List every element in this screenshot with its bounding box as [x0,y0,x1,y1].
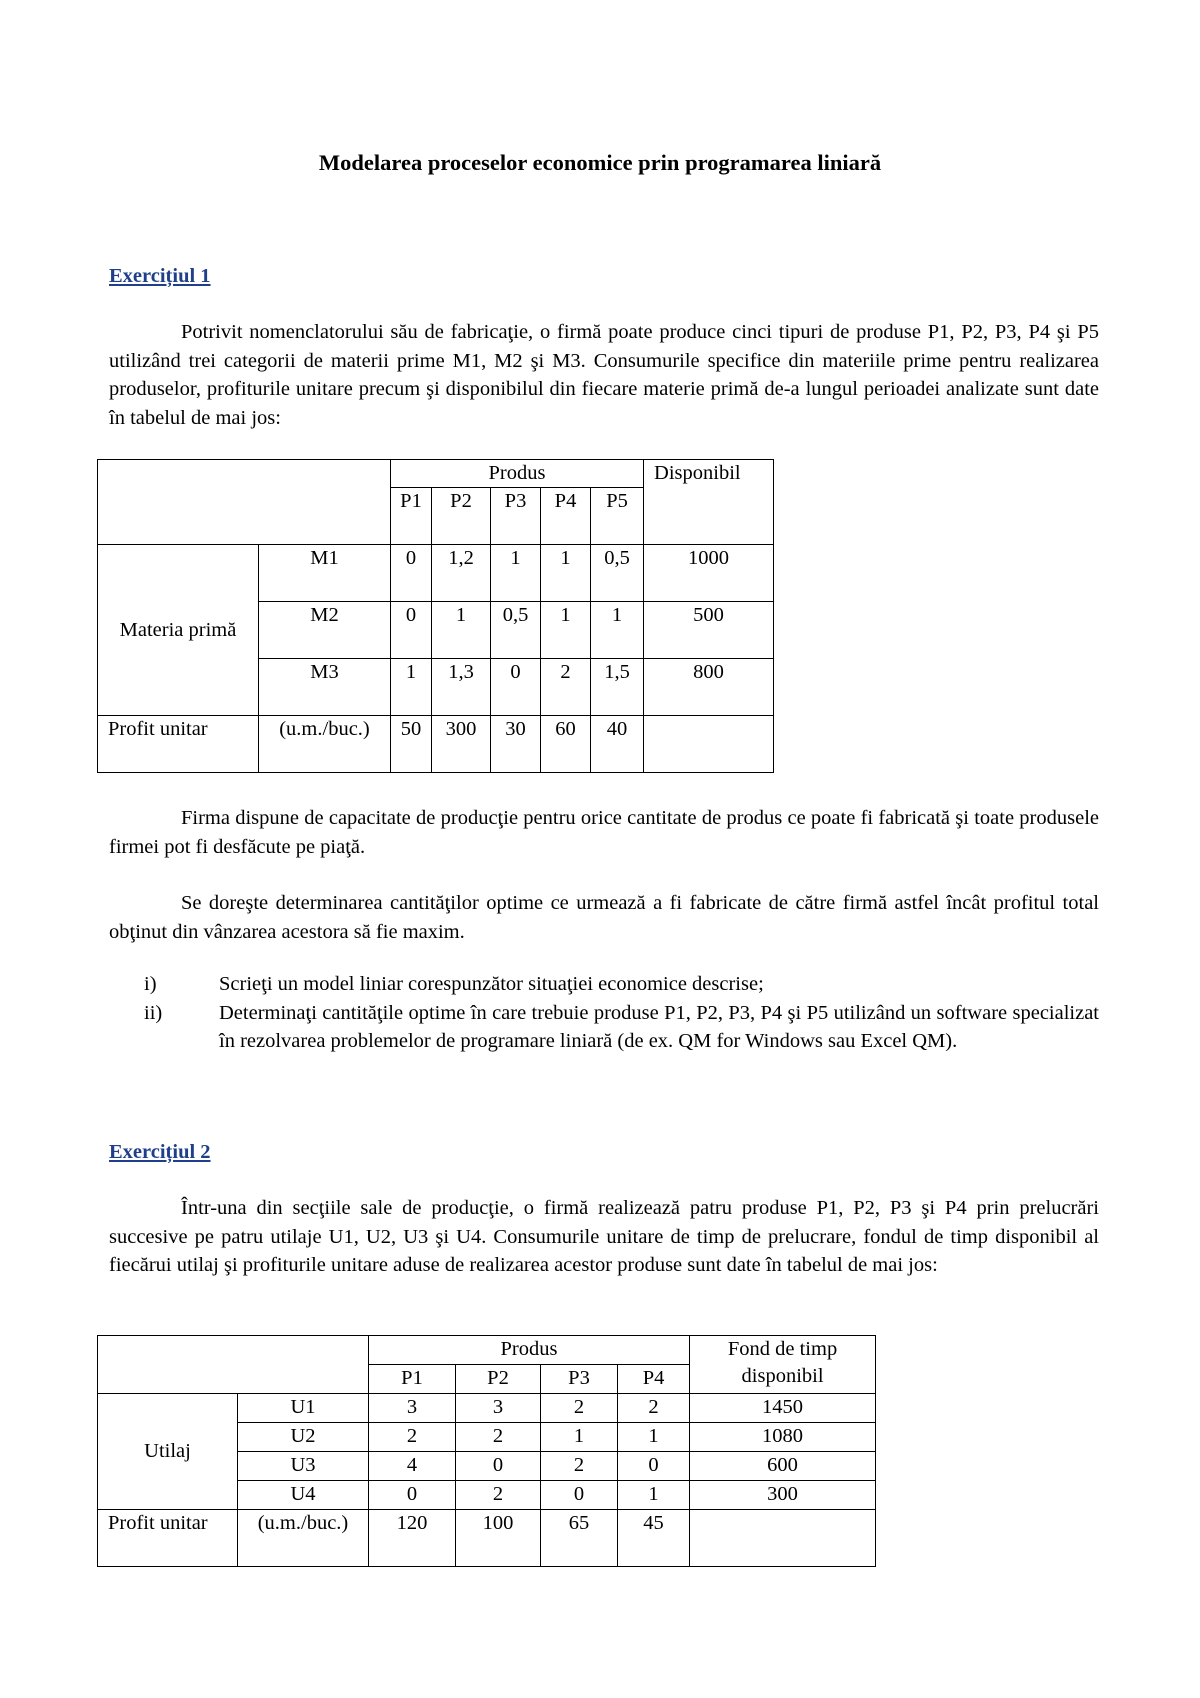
profit-label: Profit unitar [98,716,259,773]
table-cell: 1 [541,1423,618,1452]
table-cell: 0 [491,659,541,716]
product-header: Produs [391,460,644,488]
table-corner-cell [98,1336,369,1394]
table-cell: 2 [456,1481,541,1510]
profit-cell: 40 [591,716,644,773]
table-cell: 2 [369,1423,456,1452]
table-cell: 1 [391,659,432,716]
profit-cell: 100 [456,1510,541,1567]
profit-cell: 120 [369,1510,456,1567]
profit-cell: 60 [541,716,591,773]
table-cell: 0,5 [491,602,541,659]
exercise-1-paragraph-3: Se doreşte determinarea cantităţilor optime ce urmează a fi fabricate de către firmă astfel încât profitul total obţinut din vânzarea acestora să fie maxim. [109,892,1099,943]
row-label: M1 [259,545,391,602]
table-cell: 1,5 [591,659,644,716]
product-col-header: P3 [491,488,541,545]
available-cell: 300 [690,1481,876,1510]
exercise-1-heading: Exercițiul 1 [109,265,211,287]
profit-label: Profit unitar [98,1510,238,1567]
table-cell: 1 [541,545,591,602]
table-cell: 1 [618,1481,690,1510]
table-cell: 3 [369,1394,456,1423]
table-cell: 1 [491,545,541,602]
available-cell-empty [644,716,774,773]
table-cell: 1 [591,602,644,659]
list-item [109,970,1099,999]
exercise-2-heading: Exercițiul 2 [109,1141,211,1163]
available-cell-empty [690,1510,876,1567]
available-header: Disponibil [644,460,774,545]
list-text: Determinaţi cantităţile optime în care trebuie produse P1, P2, P3, P4 şi P5 utilizând un software specializat în rezolvarea problemelor de programare liniară (de ex. QM for Windows sau Excel QM). [219,1001,1099,1052]
table-cell: 0,5 [591,545,644,602]
product-col-header: P2 [432,488,491,545]
row-group-label: Materia primă [98,545,259,716]
product-col-header: P1 [391,488,432,545]
table-cell: 0 [541,1481,618,1510]
table-cell: 0 [618,1452,690,1481]
table-cell: 1 [432,602,491,659]
table-cell: 1,2 [432,545,491,602]
row-label: U1 [238,1394,369,1423]
profit-unit: (u.m./buc.) [259,716,391,773]
product-col-header: P2 [456,1365,541,1394]
table-cell: 0 [456,1452,541,1481]
exercise-2-table [97,1335,876,1567]
available-header: Fond de timp disponibil [690,1336,876,1394]
table-cell: 3 [456,1394,541,1423]
document-title: Modelarea proceselor economice prin programarea liniară [318,150,882,175]
profit-cell: 50 [391,716,432,773]
table-cell: 2 [541,1452,618,1481]
list-marker: ii) [144,1001,163,1024]
list-marker: i) [144,973,157,995]
row-label: U3 [238,1452,369,1481]
table-cell: 0 [391,545,432,602]
row-label: M2 [259,602,391,659]
available-cell: 1000 [644,545,774,602]
profit-cell: 65 [541,1510,618,1567]
table-cell: 2 [541,659,591,716]
product-col-header: P1 [369,1365,456,1394]
exercise-2-intro: Într-una din secţiile sale de producţie, o firmă realizează patru produse P1, P2, P3 şi P4 prin prelucrări succesive pe patru utilaje U1, U2, U3 şi U4. Consumurile unitare de timp de prelucrare, fondul de timp disponibil al fiecărui utilaj şi profiturile unitare aduse de realizarea acestor produse sunt date în tabelul de mai jos: [109,1197,1099,1276]
row-label: M3 [259,659,391,716]
table-cell: 1 [541,602,591,659]
table-corner-cell [98,460,391,545]
profit-cell: 30 [491,716,541,773]
product-col-header: P3 [541,1365,618,1394]
profit-cell: 300 [432,716,491,773]
available-cell: 800 [644,659,774,716]
table-cell: 2 [541,1394,618,1423]
row-label: U4 [238,1481,369,1510]
exercise-1-task-list [109,970,1099,1056]
product-header: Produs [369,1336,690,1365]
table-cell: 1 [618,1423,690,1452]
exercise-1-intro: Potrivit nomenclatorului său de fabricaţie, o firmă poate produce cinci tipuri de produse P1, P2, P3, P4 şi P5 utilizând trei categorii de materii prime M1, M2 şi M3. Consumurile specifice din materiile prime pentru realizarea produselor, profiturile unitare precum şi disponibilul din fiecare materie primă de-a lungul perioadei analizate sunt date în tabelul de mai jos: [109,321,1099,429]
exercise-1-table [97,459,774,773]
available-cell: 600 [690,1452,876,1481]
row-label: U2 [238,1423,369,1452]
exercise-1-paragraph-2: Firma dispune de capacitate de producţie pentru orice cantitate de produs ce poate fi fabricată şi toate produsele firmei pot fi desfăcute pe piaţă. [109,807,1099,858]
table-cell: 2 [456,1423,541,1452]
list-text: Scrieţi un model liniar corespunzător situaţiei economice descrise; [219,973,764,995]
product-col-header: P4 [618,1365,690,1394]
product-col-header: P5 [591,488,644,545]
row-group-label: Utilaj [98,1394,238,1510]
table-cell: 2 [618,1394,690,1423]
profit-cell: 45 [618,1510,690,1567]
available-cell: 1080 [690,1423,876,1452]
available-cell: 500 [644,602,774,659]
table-cell: 1,3 [432,659,491,716]
table-cell: 0 [391,602,432,659]
table-cell: 4 [369,1452,456,1481]
product-col-header: P4 [541,488,591,545]
profit-unit: (u.m./buc.) [238,1510,369,1567]
list-item [109,999,1099,1056]
table-cell: 0 [369,1481,456,1510]
available-cell: 1450 [690,1394,876,1423]
